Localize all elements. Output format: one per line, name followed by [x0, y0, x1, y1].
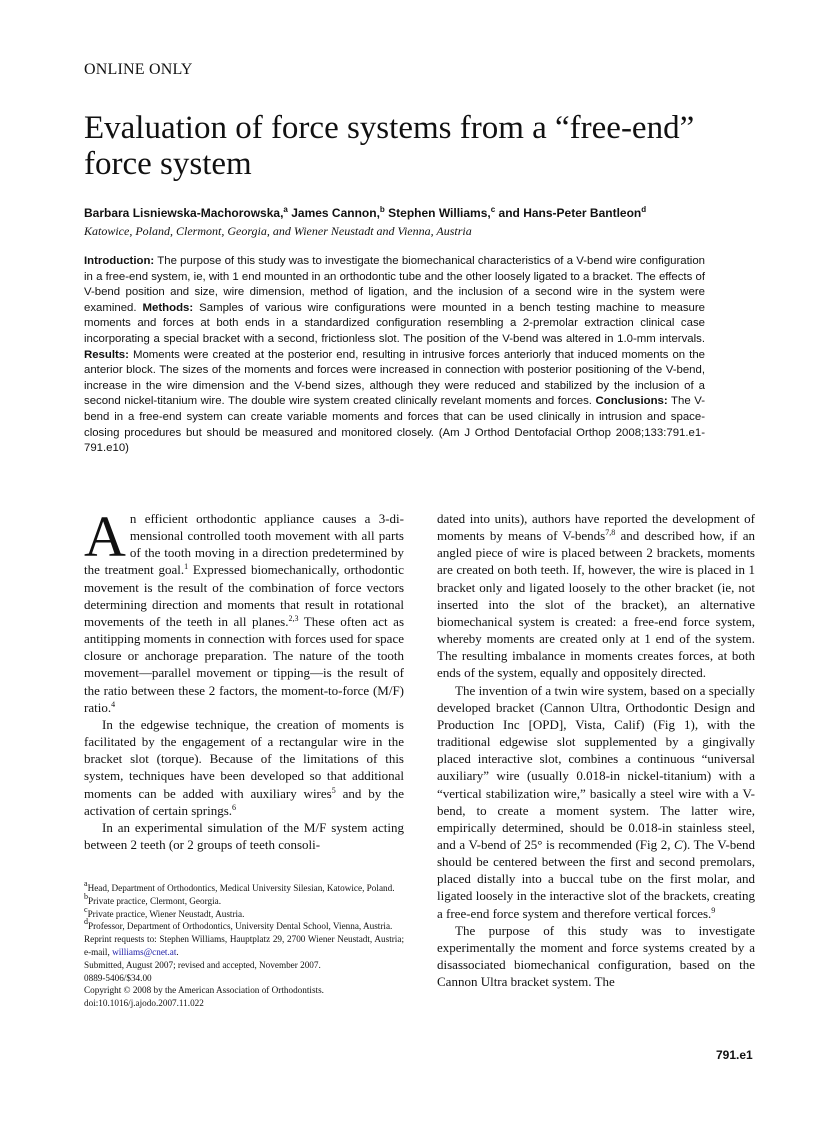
page-number: 791.e1: [716, 1048, 753, 1062]
footnote-mark: a: [84, 879, 88, 888]
body-paragraph: [84, 819, 404, 853]
author-affil-mark: d: [641, 205, 647, 214]
body-paragraph: [437, 510, 755, 682]
body-paragraph: [84, 716, 404, 819]
footnote-text: Private practice, Clermont, Georgia.: [88, 895, 222, 906]
reprint-requests: [84, 933, 404, 959]
text-run: dated into units), authors have reported the development of moments by means of V-bends: [437, 511, 755, 544]
email-link[interactable]: williams@cnet.at: [112, 946, 177, 957]
footnote-a: [84, 879, 404, 895]
author-name: Barbara Lisniewska-Machorowska,: [84, 206, 284, 220]
author-affil-mark: a: [283, 205, 288, 214]
text-run: and described how, if an angled piece of wire is placed between 2 brackets, moments are created on both teeth. If, however, the wire is placed in 1 bracket only and ligated loosely to the other bracket (ie, not inserted into the slot of the bracket), an alternative biomechanical system is created: a free-end force system, whereby moments are created only at 1 end of the system. The resulting imbalance in moments creates forces, at both ends of the system, equally and oppositely directed.: [437, 528, 755, 681]
author-name: and Hans-Peter Bantleon: [498, 206, 642, 220]
issn: 0889-5406/$34.00: [84, 972, 152, 983]
footnotes: [84, 879, 404, 1010]
text-run: ). The V-bend should be centered between the first and second premolars, placed distally into a buccal tube on the first molar, and ligated loosely in the interactive slot of the brackets, creating a free-end force system and therefore vertical forces.: [437, 836, 755, 921]
author-name: James Cannon,: [291, 206, 380, 220]
text-run: Samples of various wire configurations were mounted in a bench testing machine to measure moments and forces at both ends in a standardized configuration resembling a 2-premolar extraction clinical case incorporating a special bracket with a second, frictionless slot. The position of the V-bend was altered in 1.0-mm intervals.: [84, 301, 706, 345]
article-title: Evaluation of force systems from a “free-end” force system: [84, 110, 695, 182]
body-paragraph: [437, 922, 755, 991]
body-right-column: [437, 510, 755, 990]
citation-ref: 7,8: [605, 528, 616, 538]
text-run: In an experimental simulation of the M/F system acting between 2 teeth (or 2 groups of teeth consoli-: [84, 819, 404, 852]
text-run: Moments were created at the posterior end, resulting in intrusive forces anteriorly that induced moments on the anterior block. The sizes of the moments and forces were increased in connection with posterior positioning of the V-bend, increase in the wire dimension and the V-bend sizes, although they were reduced and stabilized by the inclusion of a second nickel-titanium wire. The double wire system created clinically revelant moments and forces.: [84, 348, 705, 408]
text-run: The purpose of this study was to investigate the biomechanical characteristics of a V-bend wire configuration in a free-end system, ie, with 1 end mounted in an orthodontic tube and the other loosely ligated to a bracket. The effects of V-bend position and size, wire dimension, method of ligation, and the inclusion of a second wire in the system were examined.: [84, 255, 705, 314]
text-run: In the edgewise technique, the creation of moments is facilitated by the engagement of a rectangular wire in the bracket slot (torque). Because of the limitations of this system, techniques have been developed so that additional moments can be added with auxiliary wires: [84, 716, 404, 801]
citation-ref: 5: [331, 785, 336, 795]
section-label: ONLINE ONLY: [84, 61, 193, 78]
citation-ref: 6: [232, 802, 237, 812]
text-run: and by the activation of certain springs.: [84, 785, 404, 818]
reprint-text: Reprint requests to: Stephen Williams, Hauptplatz 29, 2700 Wiener Neustadt, Austria; e-mail,: [84, 934, 404, 957]
author-name: Stephen Williams,: [388, 206, 491, 220]
abstract-heading: Conclusions:: [595, 395, 668, 408]
citation-ref: 4: [111, 699, 116, 709]
abstract-heading: Introduction:: [84, 255, 155, 267]
abstract-heading: Results:: [84, 348, 129, 361]
text-run: The purpose of this study was to investigate experimentally the moment and force systems created by a disassociated biomechanical configuration, based on the Cannon Ultra bracket system. The: [437, 922, 755, 990]
footnote-text: Professor, Department of Orthodontics, University Dental School, Vienna, Austria.: [88, 921, 393, 932]
reprint-end: .: [176, 946, 179, 957]
citation-ref: 1: [184, 562, 189, 572]
author-affil-mark: c: [490, 205, 496, 214]
author-list: [84, 206, 646, 220]
footnote-text: Private practice, Wiener Neustadt, Austria.: [87, 908, 245, 919]
text-run: C: [674, 836, 683, 852]
abstract: [84, 254, 705, 457]
text-run: n efficient orthodontic appliance causes a 3-dimensional controlled tooth movement with all parts of the tooth moving in a direction predetermined by the treatment goal.: [84, 511, 404, 578]
abstract-heading: Methods:: [142, 301, 194, 314]
citation-ref: 9: [711, 905, 716, 915]
copyright: Copyright © 2008 by the American Association of Orthodontists.: [84, 985, 324, 996]
paragraph-text: [84, 504, 405, 715]
footnote-d: [84, 917, 404, 933]
text-run: These often act as antitipping moments in connection with forces used for space closure or anchorage preparation. The nature of the tooth movement—parallel movement or tipping—is the result of the ratio between these 2 factors, the moment-to-force (M/F) ratio.: [84, 613, 405, 715]
footnote-mark: d: [84, 917, 88, 927]
drop-cap: A: [84, 504, 126, 569]
submission-dates: Submitted, August 2007; revised and accepted, November 2007.: [84, 959, 321, 970]
author-affil-mark: b: [379, 205, 385, 214]
body-paragraph: [437, 682, 755, 922]
doi: doi:10.1016/j.ajodo.2007.11.022: [84, 998, 204, 1009]
body-paragraph: [84, 504, 405, 716]
footnote-mark: c: [84, 904, 88, 914]
text-run: The invention of a twin wire system, based on a specially developed bracket (Cannon Ultra, Orthodontic Design and Production Inc [OPD], Vista, Calif) (Fig 1), with the traditional edgewise slot supplemented by a gingivally placed interactive slot, combines a continuous “universal auxiliary” wire (usually 0.018-in nickel-titanium) with a “vertical stabilization wire,” basically a steel wire with a V-bend, to create a moment system. The latter wire, empirically determined, should be 0.018-in stainless steel, and a V-bend of 25° is recommended (Fig 2,: [437, 682, 755, 852]
text-run: The V-bend in a free-end system can create variable moments and forces that can be used clinically in intrusion and space-closing procedures but should be measured and monitored closely. (Am J Orthod Dentofacial Orthop 2008;133:791.e1-791.e10): [84, 395, 705, 455]
affiliations: Katowice, Poland, Clermont, Georgia, and Wiener Neustadt and Vienna, Austria: [84, 224, 472, 238]
footnote-c: [84, 904, 404, 921]
footnote-mark: b: [84, 891, 88, 901]
footnote-b: [84, 891, 404, 908]
footnote-text: Head, Department of Orthodontics, Medical University Silesian, Katowice, Poland.: [87, 883, 395, 893]
body-left-column: [84, 504, 405, 853]
text-run: Expressed biomechanically, orthodontic movement is the result of the combination of force vectors determining direction and moments that result in rotational movements of the teeth in all planes.: [84, 562, 404, 629]
citation-ref: 2,3: [288, 613, 299, 623]
